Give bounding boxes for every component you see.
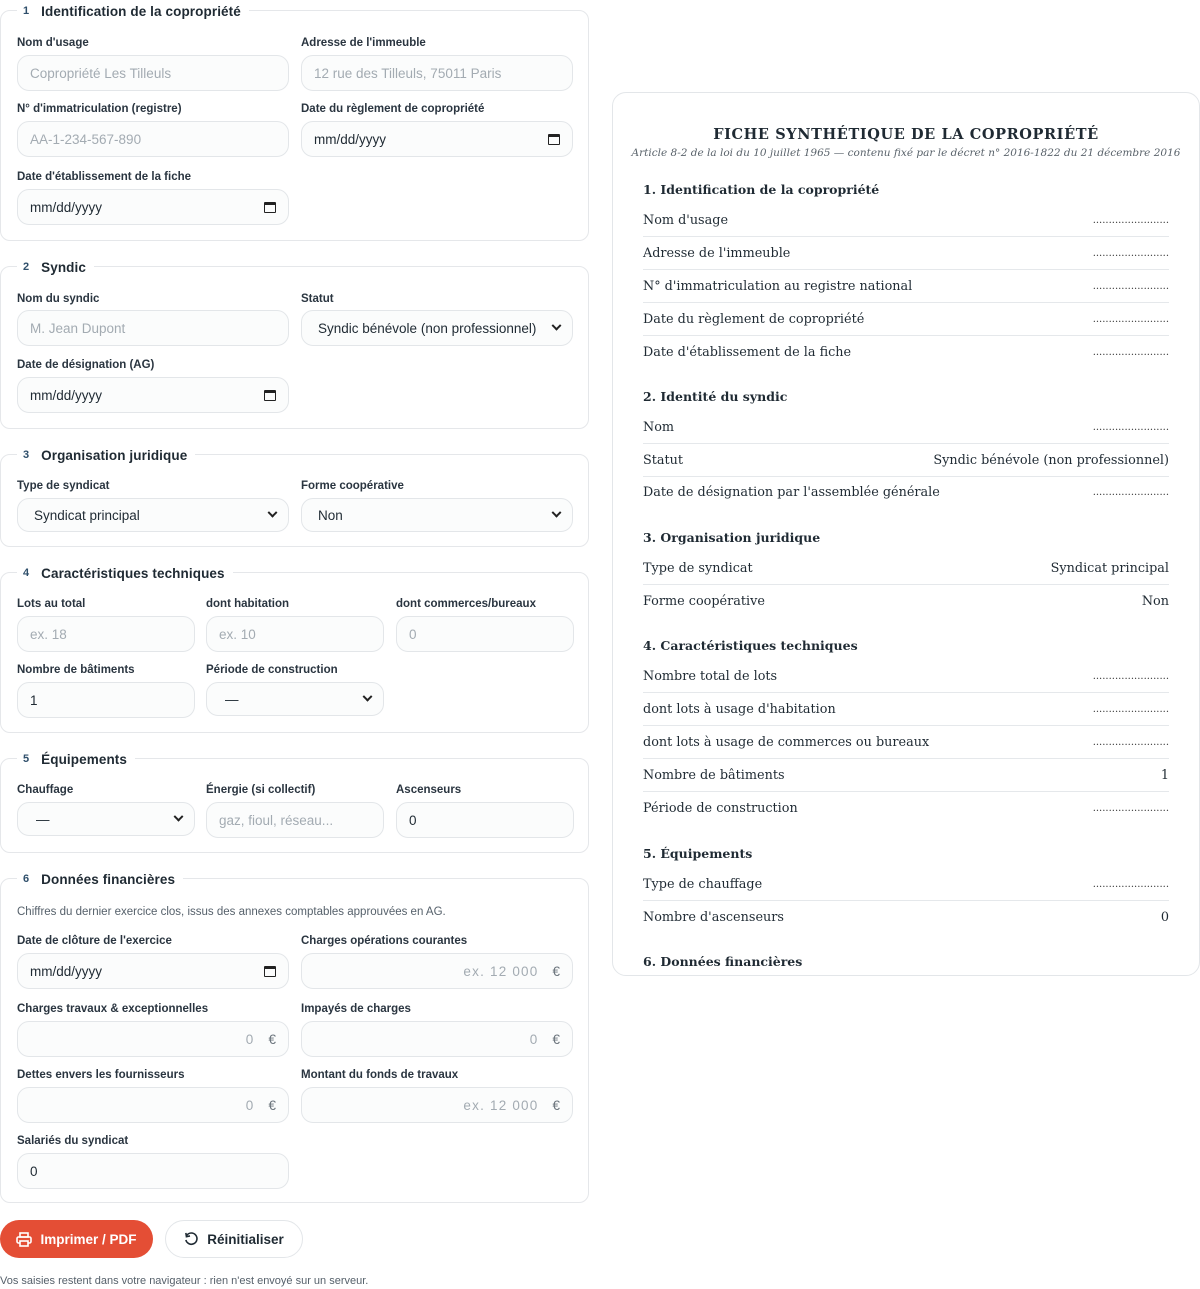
row-value: ........................ bbox=[1092, 214, 1169, 226]
calendar-icon[interactable] bbox=[264, 390, 276, 401]
amount-placeholder: ex. 12 000 bbox=[463, 963, 539, 979]
amount-placeholder: 0 bbox=[245, 1031, 255, 1047]
row-label: Type de chauffage bbox=[643, 876, 763, 892]
chauffage-label: Chauffage bbox=[17, 784, 74, 796]
reset-button[interactable] bbox=[165, 1220, 303, 1258]
lots-commerces-label: dont commerces/bureaux bbox=[396, 598, 536, 610]
reglement-date-label: Date du règlement de copropriété bbox=[301, 103, 485, 115]
select-value: Syndicat principal bbox=[34, 507, 140, 523]
sheet-row bbox=[643, 792, 1169, 825]
row-label: Période de construction bbox=[643, 801, 798, 816]
calendar-icon[interactable] bbox=[548, 134, 560, 145]
euro-unit: € bbox=[552, 963, 560, 979]
row-value: ........................ bbox=[1092, 280, 1169, 292]
sheet-row bbox=[643, 204, 1169, 237]
section-identification bbox=[0, 3, 589, 241]
euro-unit: € bbox=[552, 1031, 560, 1047]
section-title: Équipements bbox=[41, 751, 127, 767]
row-label: Nombre de bâtiments bbox=[643, 767, 785, 783]
print-pdf-button[interactable] bbox=[0, 1220, 153, 1258]
row-value: Syndic bénévole (non professionnel) bbox=[933, 452, 1169, 468]
nom-usage-label: Nom d'usage bbox=[17, 37, 89, 49]
section-syndic bbox=[0, 259, 589, 429]
select-value: — bbox=[36, 811, 50, 827]
chauffage-select[interactable] bbox=[17, 802, 195, 836]
section-legend bbox=[17, 257, 94, 277]
section-number: 4 bbox=[23, 567, 30, 579]
statut-select[interactable] bbox=[301, 310, 573, 346]
row-label: Nombre total de lots bbox=[643, 668, 778, 684]
section-number: 3 bbox=[23, 449, 30, 461]
row-value: ........................ bbox=[1092, 703, 1169, 715]
row-value: ........................ bbox=[1092, 803, 1169, 814]
privacy-note: Vos saisies restent dans votre navigateur : rien n'est envoyé sur un serveur. bbox=[0, 1275, 369, 1287]
lots-total-input[interactable]: ex. 18 bbox=[17, 616, 195, 652]
salaries-label: Salariés du syndicat bbox=[17, 1135, 129, 1147]
row-value: ........................ bbox=[1092, 313, 1169, 325]
impayes-input[interactable] bbox=[301, 1021, 573, 1057]
type-syndicat-label: Type de syndicat bbox=[17, 480, 110, 492]
section-legend bbox=[17, 869, 183, 889]
row-value: ........................ bbox=[1092, 347, 1169, 358]
sheet-section-heading: 4. Caractéristiques techniques bbox=[643, 638, 858, 653]
euro-unit: € bbox=[552, 1097, 560, 1113]
dettes-label: Dettes envers les fournisseurs bbox=[17, 1069, 185, 1081]
section-title: Identification de la copropriété bbox=[41, 3, 241, 19]
nom-usage-input[interactable]: Copropriété Les Tilleuls bbox=[17, 55, 289, 91]
section-legend bbox=[17, 563, 233, 583]
sheet-row bbox=[643, 726, 1169, 759]
calendar-icon[interactable] bbox=[264, 966, 276, 977]
row-label: Date de désignation par l'assemblée générale bbox=[643, 485, 940, 500]
date-value: mm/dd/yyyy bbox=[314, 131, 387, 147]
row-value: ........................ bbox=[1092, 247, 1169, 259]
section-title: Syndic bbox=[41, 259, 86, 275]
sheet-row bbox=[643, 237, 1169, 270]
row-label: N° d'immatriculation au registre national bbox=[643, 278, 913, 294]
ascenseurs-label: Ascenseurs bbox=[396, 784, 462, 796]
fonds-travaux-input[interactable] bbox=[301, 1087, 573, 1123]
section-title: Organisation juridique bbox=[41, 447, 188, 463]
statut-label: Statut bbox=[301, 293, 334, 305]
row-label: Nom d'usage bbox=[643, 212, 729, 228]
batiments-label: Nombre de bâtiments bbox=[17, 664, 135, 676]
cloture-date-input[interactable] bbox=[17, 953, 289, 989]
amount-placeholder: 0 bbox=[529, 1031, 539, 1047]
date-value: mm/dd/yyyy bbox=[30, 963, 103, 979]
periode-select[interactable] bbox=[206, 682, 384, 716]
sheet-row bbox=[643, 660, 1169, 693]
reset-label: Réinitialiser bbox=[207, 1231, 284, 1247]
syndic-nom-label: Nom du syndic bbox=[17, 293, 100, 305]
lots-total-label: Lots au total bbox=[17, 598, 86, 610]
immatriculation-input[interactable]: AA-1-234-567-890 bbox=[17, 121, 289, 157]
sheet-section-heading: 2. Identité du syndic bbox=[643, 389, 788, 404]
sheet-section-heading: 5. Équipements bbox=[643, 846, 753, 861]
row-label: Nombre d'ascenseurs bbox=[643, 910, 784, 925]
periode-label: Période de construction bbox=[206, 664, 338, 676]
type-syndicat-select[interactable] bbox=[17, 498, 289, 532]
row-label: dont lots à usage d'habitation bbox=[643, 701, 836, 717]
forme-cooperative-label: Forme coopérative bbox=[301, 480, 404, 492]
row-value: Syndicat principal bbox=[1050, 560, 1169, 576]
etablissement-date-label: Date d'établissement de la fiche bbox=[17, 171, 192, 183]
adresse-label: Adresse de l'immeuble bbox=[301, 37, 426, 49]
section-legend bbox=[17, 445, 195, 465]
energie-label: Énergie (si collectif) bbox=[206, 784, 316, 796]
row-value: ........................ bbox=[1092, 878, 1169, 890]
sheet-section-heading: 3. Organisation juridique bbox=[643, 530, 821, 545]
impayes-label: Impayés de charges bbox=[301, 1003, 411, 1015]
sheet-row bbox=[643, 336, 1169, 369]
row-value: 0 bbox=[1160, 910, 1169, 925]
chevron-down-icon bbox=[174, 811, 184, 821]
section-organisation bbox=[0, 447, 589, 547]
section-legend bbox=[17, 1, 249, 21]
lots-habitation-label: dont habitation bbox=[206, 598, 290, 610]
salaries-input[interactable]: 0 bbox=[17, 1153, 289, 1189]
date-value: mm/dd/yyyy bbox=[30, 199, 103, 215]
row-label: Adresse de l'immeuble bbox=[643, 245, 791, 261]
section-caracteristiques bbox=[0, 565, 589, 733]
row-value: ........................ bbox=[1092, 736, 1169, 748]
section-donnees-financieres bbox=[0, 871, 589, 1203]
row-label: Type de syndicat bbox=[643, 560, 753, 576]
batiments-input[interactable]: 1 bbox=[17, 682, 195, 718]
adresse-input[interactable]: 12 rue des Tilleuls, 75011 Paris bbox=[301, 55, 573, 91]
section-title: Données financières bbox=[41, 871, 176, 887]
reset-icon bbox=[184, 1232, 199, 1247]
fonds-travaux-label: Montant du fonds de travaux bbox=[301, 1069, 459, 1081]
sheet-row bbox=[643, 693, 1169, 726]
row-value: 1 bbox=[1160, 767, 1169, 783]
section-equipements bbox=[0, 751, 589, 853]
section-legend bbox=[17, 749, 135, 769]
section-title: Caractéristiques techniques bbox=[41, 565, 225, 581]
row-label: Date du règlement de copropriété bbox=[643, 311, 865, 327]
energie-input[interactable]: gaz, fioul, réseau... bbox=[206, 802, 384, 838]
sheet-section-heading: 1. Identification de la copropriété bbox=[643, 182, 880, 197]
syndic-nom-input[interactable]: M. Jean Dupont bbox=[17, 310, 289, 346]
chevron-down-icon bbox=[552, 320, 562, 330]
dettes-input[interactable] bbox=[17, 1087, 289, 1123]
sheet-section-heading: 6. Données financières bbox=[643, 954, 803, 969]
lots-commerces-input[interactable]: 0 bbox=[396, 616, 574, 652]
date-value: mm/dd/yyyy bbox=[30, 387, 103, 403]
sheet-row bbox=[643, 552, 1169, 585]
sheet-row bbox=[643, 444, 1169, 477]
chevron-down-icon bbox=[268, 507, 278, 517]
row-label: dont lots à usage de commerces ou bureaux bbox=[643, 734, 930, 750]
row-value: ........................ bbox=[1092, 421, 1169, 433]
immatriculation-label: N° d'immatriculation (registre) bbox=[17, 103, 182, 115]
row-label: Date d'établissement de la fiche bbox=[643, 345, 852, 360]
sheet-row bbox=[643, 759, 1169, 792]
section-number: 2 bbox=[23, 261, 30, 273]
section-number: 5 bbox=[23, 753, 30, 765]
charges-travaux-input[interactable] bbox=[17, 1021, 289, 1057]
designation-date-input[interactable] bbox=[17, 377, 289, 413]
row-value: Non bbox=[1141, 594, 1169, 609]
select-value: Syndic bénévole (non professionnel) bbox=[318, 320, 537, 336]
chevron-down-icon bbox=[363, 691, 373, 701]
row-value: ........................ bbox=[1092, 487, 1169, 498]
charges-travaux-label: Charges travaux & exceptionnelles bbox=[17, 1003, 209, 1015]
chevron-down-icon bbox=[552, 507, 562, 517]
forme-cooperative-select[interactable] bbox=[301, 498, 573, 532]
amount-placeholder: ex. 12 000 bbox=[463, 1097, 539, 1113]
sheet-subtitle: Article 8-2 de la loi du 10 juillet 1965 — contenu fixé par le décret n° 2016-1822 du 21 décembre 2016 bbox=[631, 147, 1181, 159]
euro-unit: € bbox=[268, 1097, 276, 1113]
fiche-preview bbox=[612, 92, 1200, 976]
sheet-row bbox=[643, 868, 1169, 901]
charges-courantes-input[interactable] bbox=[301, 953, 573, 989]
lots-habitation-input[interactable]: ex. 10 bbox=[206, 616, 384, 652]
cloture-date-label: Date de clôture de l'exercice bbox=[17, 935, 172, 947]
row-value: ........................ bbox=[1092, 670, 1169, 682]
printer-icon bbox=[16, 1232, 32, 1247]
ascenseurs-input[interactable]: 0 bbox=[396, 802, 574, 838]
select-value: Non bbox=[318, 507, 343, 523]
sheet-row bbox=[643, 270, 1169, 303]
sheet-row bbox=[643, 585, 1169, 618]
sheet-row bbox=[643, 411, 1169, 444]
section-number: 1 bbox=[23, 5, 30, 17]
sheet-row bbox=[643, 901, 1169, 934]
charges-courantes-label: Charges opérations courantes bbox=[301, 935, 468, 947]
row-label: Nom bbox=[643, 419, 675, 435]
calendar-icon[interactable] bbox=[264, 202, 276, 213]
sheet-row bbox=[643, 476, 1169, 509]
financial-note: Chiffres du dernier exercice clos, issus des annexes comptables approuvées en AG. bbox=[17, 906, 446, 918]
reglement-date-input[interactable] bbox=[301, 121, 573, 157]
row-label: Forme coopérative bbox=[643, 594, 765, 609]
sheet-title: FICHE SYNTHÉTIQUE DE LA COPROPRIÉTÉ bbox=[713, 126, 1099, 143]
sheet-row bbox=[643, 303, 1169, 336]
select-value: — bbox=[225, 691, 239, 707]
row-label: Statut bbox=[643, 452, 684, 468]
section-number: 6 bbox=[23, 873, 30, 885]
amount-placeholder: 0 bbox=[245, 1097, 255, 1113]
etablissement-date-input[interactable] bbox=[17, 189, 289, 225]
designation-date-label: Date de désignation (AG) bbox=[17, 359, 155, 371]
print-label: Imprimer / PDF bbox=[40, 1231, 137, 1247]
euro-unit: € bbox=[268, 1031, 276, 1047]
